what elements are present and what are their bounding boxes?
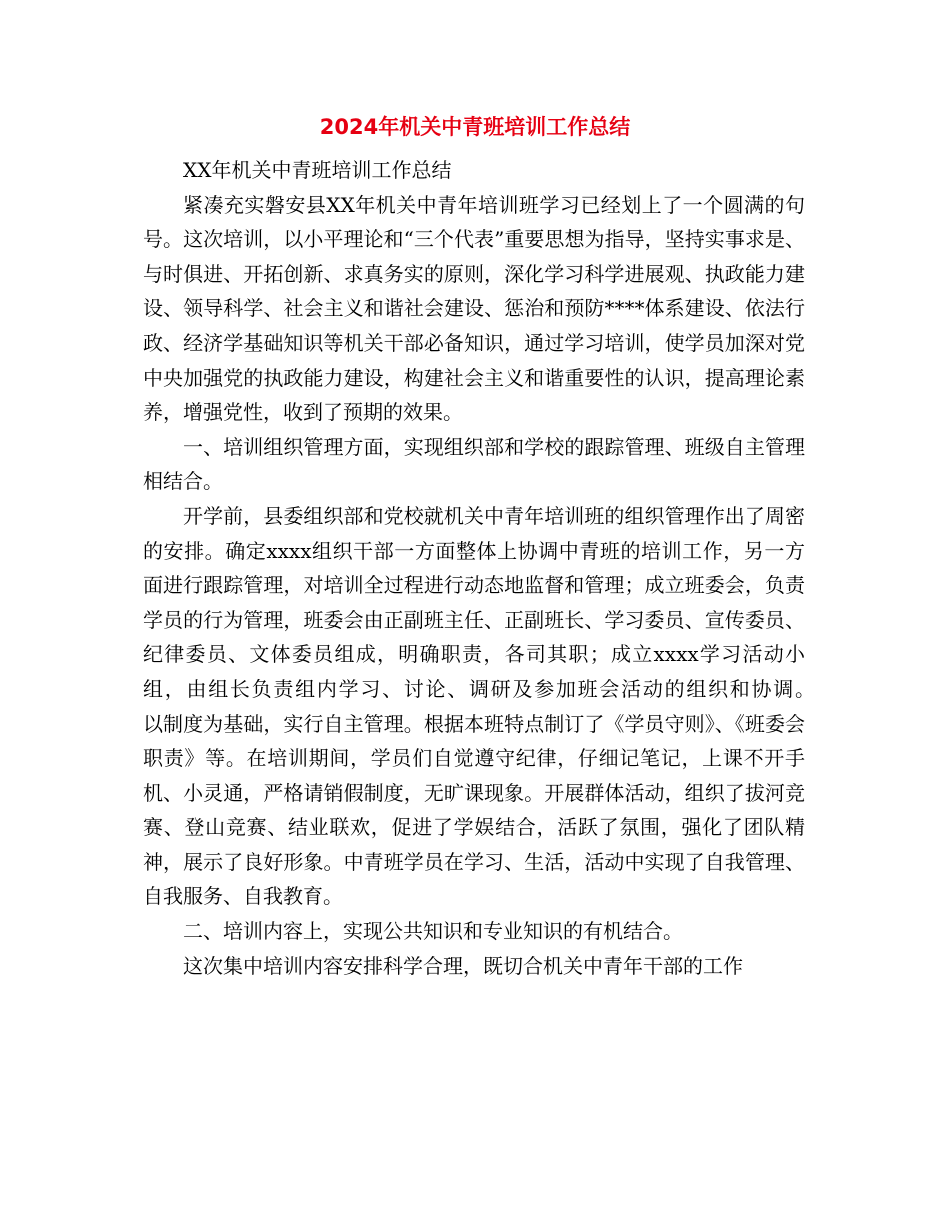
document-title: 2024年机关中青班培训工作总结 <box>319 115 631 139</box>
section-1-paragraph: 开学前，县委组织部和党校就机关中青年培训班的组织管理作出了周密的安排。确定xxxx组织干部一方面整体上协调中青班的培训工作，另一方面进行跟踪管理，对培训全过程进行动态地监督和管理；成立班委会，负责学员的行为管理，班委会由正副班主任、正副班长、学习委员、宣传委员、纪律委员、文体委员组成，明确职责，各司其职；成立xxxx学习活动小组，由组长负责组内学习、讨论、调研及参加班会活动的组织和协调。 以制度为基础，实行自主管理。根据本班特点制订了《学员守则》、《班委会职责》等。在培训期间，学员们自觉遵守纪律，仔细记笔记，上课不开手机、小灵通，严格请销假制度，无旷课现象。开展群体活动，组织了拔河竞赛、登山竞赛、结业联欢，促进了学娱结合，活跃了氛围，强化了团队精神，展示了良好形象。中青班学员在学习、生活，活动中实现了自我管理、自我服务、自我教育。 <box>143 503 845 909</box>
document-body <box>143 153 845 983</box>
section-heading-2: 二、培训内容上，实现公共知识和专业知识的有机结合。 <box>183 919 683 944</box>
subtitle-paragraph: XX年机关中青班培训工作总结 <box>183 158 452 182</box>
section-2-paragraph: 这次集中培训内容安排科学合理，既切合机关中青年干部的工作 <box>183 953 743 978</box>
intro-paragraph: 紧凑充实磐安县XX年机关中青年培训班学习已经划上了一个圆满的句号。这次培训，以小平理论和“三个代表”重要思想为指导，坚持实事求是、与时俱进、开拓创新、求真务实的原则，深化学习科学进展观、执政能力建设、领导科学、社会主义和谐社会建设、惩治和预防****体系建设、依法行政、经济学基础知识等机关干部必备知识，通过学习培训，使学员加深对党中央加强党的执政能力建设，构建社会主义和谐重要性的认识，提高理论素养，增强党性，收到了预期的效果。 <box>143 192 805 425</box>
section-heading-1: 一、培训组织管理方面，实现组织部和学校的跟踪管理、班级自主管理相结合。 <box>143 434 805 494</box>
